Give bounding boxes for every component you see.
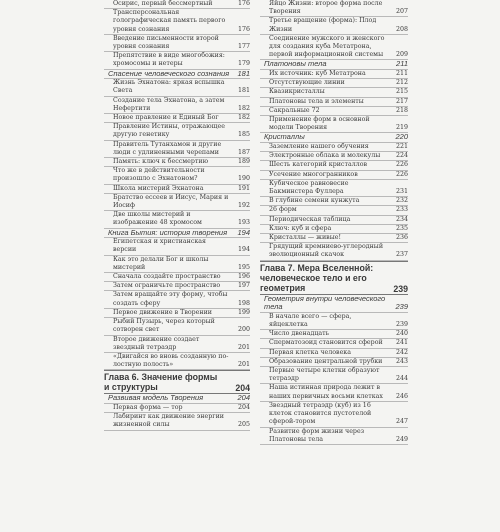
- toc-page-number: 187: [237, 148, 250, 156]
- toc-page-number: 199: [237, 308, 250, 316]
- toc-entry: [260, 197, 408, 206]
- toc-entry: [104, 79, 250, 96]
- toc-section-heading: [260, 133, 408, 143]
- toc-page-number: 195: [237, 263, 250, 271]
- toc-entry-title: Первое движение в Творении: [113, 308, 213, 316]
- toc-entry: [260, 216, 408, 225]
- toc-page-number: 217: [395, 97, 408, 105]
- toc-entry: [104, 282, 250, 291]
- toc-page-number: 194: [237, 227, 250, 237]
- toc-entry-title: Усечение многогранников: [269, 170, 358, 178]
- toc-entry: [104, 256, 250, 273]
- toc-entry: [104, 123, 250, 140]
- toc-page-number: 220: [395, 132, 408, 142]
- toc-entry: [260, 161, 408, 170]
- toc-page-number: 239: [395, 321, 408, 329]
- toc-section-heading: [260, 60, 408, 70]
- toc-column-right: [260, 0, 408, 445]
- toc-entry-title: Ключ: куб и сфера: [269, 224, 332, 232]
- toc-page-number: 205: [237, 421, 250, 429]
- toc-page-number: 221: [395, 143, 408, 151]
- toc-entry: [104, 0, 250, 9]
- toc-entry: [104, 35, 250, 52]
- toc-entry-title: Третье вращение (форма): Плод Жизни: [269, 17, 377, 33]
- toc-page-number: 237: [395, 251, 408, 259]
- toc-page-number: 243: [395, 357, 408, 365]
- toc-entry: [260, 88, 408, 97]
- toc-page-number: 176: [237, 25, 250, 33]
- toc-entry-title: Яйцо Жизни: второе форма после Творения: [269, 0, 383, 16]
- toc-page-number: 242: [395, 348, 408, 356]
- toc-page-number: 246: [395, 392, 408, 400]
- toc-page-number: 198: [237, 299, 250, 307]
- toc-page-number: 211: [396, 59, 408, 69]
- toc-page-number: 244: [395, 375, 408, 383]
- toc-entry: [104, 97, 250, 114]
- toc-page-number: 193: [237, 219, 250, 227]
- toc-entry-title: Египетская и христианская версии: [113, 238, 207, 254]
- toc-entry: [104, 158, 250, 167]
- toc-page-number: 207: [395, 8, 408, 16]
- toc-entry: [104, 211, 250, 228]
- toc-entry: [104, 336, 250, 353]
- toc-page-number: 189: [237, 158, 250, 166]
- toc-page-number: 201: [237, 343, 250, 351]
- toc-page-number: 177: [237, 43, 250, 51]
- toc-entry-title: Глава 6. Значение формы и структуры: [104, 372, 218, 393]
- toc-page-number: 204: [235, 383, 250, 394]
- toc-page-number: 190: [237, 175, 250, 183]
- toc-entry: [104, 167, 250, 184]
- toc-page-number: 239: [393, 283, 408, 294]
- toc-page-number: 194: [237, 246, 250, 254]
- toc-entry-title: Затем вращайте эту форму, чтобы создать сферу: [113, 291, 228, 307]
- toc-entry: [104, 404, 250, 413]
- toc-page-number: 234: [395, 215, 408, 223]
- toc-entry: [104, 141, 250, 158]
- toc-entry: [104, 185, 250, 194]
- toc-entry: [104, 353, 250, 370]
- toc-entry: [260, 367, 408, 384]
- toc-entry-title: Платоновы тела и элементы: [269, 97, 364, 105]
- toc-page-number: 208: [395, 25, 408, 33]
- toc-entry: [260, 206, 408, 215]
- toc-entry: [104, 309, 250, 318]
- toc-page-number: 209: [395, 51, 408, 59]
- toc-page-number: 185: [237, 131, 250, 139]
- toc-entry: [260, 107, 408, 116]
- toc-entry: [104, 273, 250, 282]
- toc-entry-title: Первая клетка человека: [269, 348, 352, 356]
- toc-page-number: 204: [237, 403, 250, 411]
- toc-entry-title: В глубине семени кунжута: [269, 197, 360, 205]
- toc-page-number: 240: [395, 330, 408, 338]
- toc-entry-title: В начале всего — сфера, яйцеклетка: [269, 312, 352, 329]
- toc-entry-title: Трансперсональная голографическая память первого уровня сознания: [113, 9, 226, 33]
- toc-entry-title: Спасение человеческого сознания: [108, 68, 230, 78]
- toc-page-number: 212: [395, 79, 408, 87]
- toc-page-number: 179: [237, 60, 250, 68]
- toc-page-number: 232: [395, 197, 408, 205]
- toc-entry: [260, 225, 408, 234]
- toc-entry-title: Правление Истины, отражающее другую генетику: [113, 123, 225, 139]
- toc-entry-title: Две школы мистерий и изображение 48 хромосом: [113, 211, 202, 227]
- toc-entry: [260, 234, 408, 243]
- toc-entry: [104, 318, 250, 335]
- toc-entry: [260, 384, 408, 401]
- toc-entry: [260, 70, 408, 79]
- toc-entry-title: Их источник: куб Метатрона: [269, 70, 366, 78]
- toc-entry: [260, 339, 408, 348]
- toc-entry-title: Что же в действительности произошло с Эхнатоном?: [113, 167, 205, 183]
- toc-page-number: 241: [395, 339, 408, 347]
- toc-entry-title: Геометрия внутри человеческого тела: [264, 293, 386, 312]
- toc-page-number: 182: [237, 114, 250, 122]
- toc-entry: [260, 79, 408, 88]
- toc-entry-title: Электронные облака и молекулы: [269, 152, 381, 160]
- toc-entry-title: Создание тела Эхнатона, а затем Нефертити: [113, 96, 225, 112]
- toc-page-number: 211: [395, 70, 408, 78]
- toc-entry-title: Введение письменности второй уровня сознания: [113, 34, 219, 51]
- toc-entry-title: Память: ключ к бессмертию: [113, 158, 209, 166]
- toc-entry-title: Грядущий кремниево-углеродный эволюционный скачок: [269, 243, 384, 259]
- toc-entry-title: Платоновы тела: [264, 59, 327, 69]
- toc-entry: [260, 35, 408, 61]
- toc-entry-title: Сакральные 72: [269, 106, 320, 114]
- toc-entry-title: Затем ограничьте пространство: [113, 282, 221, 290]
- toc-entry: [104, 9, 250, 35]
- toc-entry-title: Первая форма — тор: [113, 403, 183, 411]
- toc-entry: [260, 17, 408, 34]
- toc-entry: [104, 52, 250, 69]
- toc-page-number: 181: [237, 68, 250, 78]
- toc-chapter-heading: [104, 370, 250, 394]
- toc-entry: [260, 0, 408, 17]
- toc-entry: [260, 428, 408, 445]
- toc-entry: [260, 116, 408, 133]
- toc-page-number: 239: [395, 302, 408, 312]
- toc-entry-title: Осирис, первый бессмертный: [113, 0, 213, 7]
- toc-chapter-heading: [260, 261, 408, 295]
- toc-entry-title: Образование центральной трубки: [269, 357, 383, 365]
- toc-entry: [104, 114, 250, 123]
- toc-page-number: 191: [237, 184, 250, 192]
- toc-entry-title: Кубическое равновесие Бакминстера Фуллера: [269, 179, 349, 196]
- toc-entry-title: Как это делали Бог и школы мистерий: [113, 255, 209, 271]
- toc-entry-title: Книга Бытия: история творения: [108, 227, 228, 237]
- toc-entry-title: Глава 7. Мера Вселенной: человеческое тело и его геометрия: [260, 262, 374, 293]
- toc-section-heading: [260, 295, 408, 313]
- toc-entry: [260, 243, 408, 260]
- toc-page-number: 196: [237, 273, 250, 281]
- toc-entry-title: Сначала создайте пространство: [113, 273, 221, 281]
- toc-entry-title: Сперматозоид становится сферой: [269, 339, 383, 347]
- toc-entry-title: Школа мистерий Эхнатона: [113, 184, 204, 192]
- toc-entry: [260, 402, 408, 428]
- toc-page-number: 219: [395, 124, 408, 132]
- toc-entry-title: Заземление нашего обучения: [269, 143, 369, 151]
- toc-page-number: 176: [237, 0, 250, 7]
- toc-column-left: [104, 0, 250, 431]
- toc-page-number: 236: [395, 234, 408, 242]
- toc-entry: [260, 349, 408, 358]
- toc-page-number: 235: [395, 224, 408, 232]
- toc-entry-title: Развивая модель Творения: [108, 393, 204, 403]
- toc-entry: [104, 413, 250, 430]
- toc-entry-title: Периодическая таблица: [269, 215, 351, 223]
- toc-page-number: 204: [237, 393, 250, 403]
- toc-entry: [260, 171, 408, 180]
- toc-entry-title: Звездный тетраэдр (куб) из 16 клеток становится пустотелой сферой-тором: [269, 401, 372, 426]
- toc-page-number: 247: [395, 418, 408, 426]
- toc-page-number: 224: [395, 152, 408, 160]
- toc-page-number: 218: [395, 106, 408, 114]
- toc-section-heading: [104, 229, 250, 239]
- toc-entry-title: Лабиринт как движение энергии жизненной силы: [113, 413, 224, 429]
- toc-entry: [104, 291, 250, 308]
- toc-page-number: 200: [237, 326, 250, 334]
- toc-entry-title: «Двигайся во вновь созданную по-лостную полость»: [113, 352, 229, 369]
- toc-entry-title: Кристаллы: [264, 132, 305, 142]
- toc-entry: [260, 358, 408, 367]
- toc-entry-title: Применение форм в основной модели Творения: [269, 116, 370, 132]
- toc-entry: [260, 330, 408, 339]
- toc-entry-title: Правитель Тутанхамон и другие люди с удлиненными черепами: [113, 140, 222, 156]
- toc-page-number: 226: [395, 170, 408, 178]
- toc-entry-title: 26 форм: [269, 206, 297, 214]
- toc-page-number: 197: [237, 282, 250, 290]
- toc-entry-title: Число двенадцать: [269, 330, 330, 338]
- toc-page-number: 192: [237, 202, 250, 210]
- toc-entry-title: Второе движение создает звездный тетраэдр: [113, 335, 200, 351]
- toc-entry-title: Наша истинная природа лежит в наших первичных восьми клетках: [269, 384, 383, 400]
- toc-entry-title: Соединение мужского и женского для создания куба Метатрона, первой информационной системы: [269, 34, 385, 59]
- toc-page-number: 231: [395, 188, 408, 196]
- toc-entry-title: Жизнь Эхнатона: яркая вспышка Света: [113, 79, 225, 95]
- toc-entry-title: Квазикристаллы: [269, 88, 325, 96]
- toc-page-number: 181: [237, 87, 250, 95]
- toc-entry-title: Братство ессеев и Иисус, Мария и Иосиф: [113, 193, 229, 210]
- toc-entry: [260, 98, 408, 107]
- toc-entry: [260, 143, 408, 152]
- toc-entry-title: Отсутствующие линии: [269, 79, 345, 87]
- toc-page-number: 182: [237, 104, 250, 112]
- toc-entry-title: Препятствие в виде многобожия: хромосомы и нетеры: [113, 52, 225, 68]
- toc-page-number: 201: [237, 361, 250, 369]
- toc-page-number: 233: [395, 206, 408, 214]
- toc-section-heading: [104, 70, 250, 80]
- toc-page-number: 215: [395, 88, 408, 96]
- toc-page-number: 226: [395, 161, 408, 169]
- toc-entry: [104, 194, 250, 211]
- toc-entry: [260, 180, 408, 197]
- toc-entry-title: Шесть категорий кристаллов: [269, 161, 368, 169]
- toc-entry: [260, 152, 408, 161]
- toc-entry-title: Первые четыре клетки образуют тетраэдр: [269, 367, 380, 383]
- toc-entry: [104, 238, 250, 255]
- toc-page-number: 249: [395, 435, 408, 443]
- toc-entry-title: Новое правление и Единый Бог: [113, 114, 219, 122]
- toc-entry-title: Развитие форм жизни через Платоновы тела: [269, 427, 365, 443]
- toc-entry: [260, 313, 408, 330]
- toc-section-heading: [104, 394, 250, 404]
- toc-entry-title: Рыбий Пузырь, через который сотворен свет: [113, 318, 215, 334]
- toc-entry-title: Кристаллы — живые!: [269, 234, 341, 242]
